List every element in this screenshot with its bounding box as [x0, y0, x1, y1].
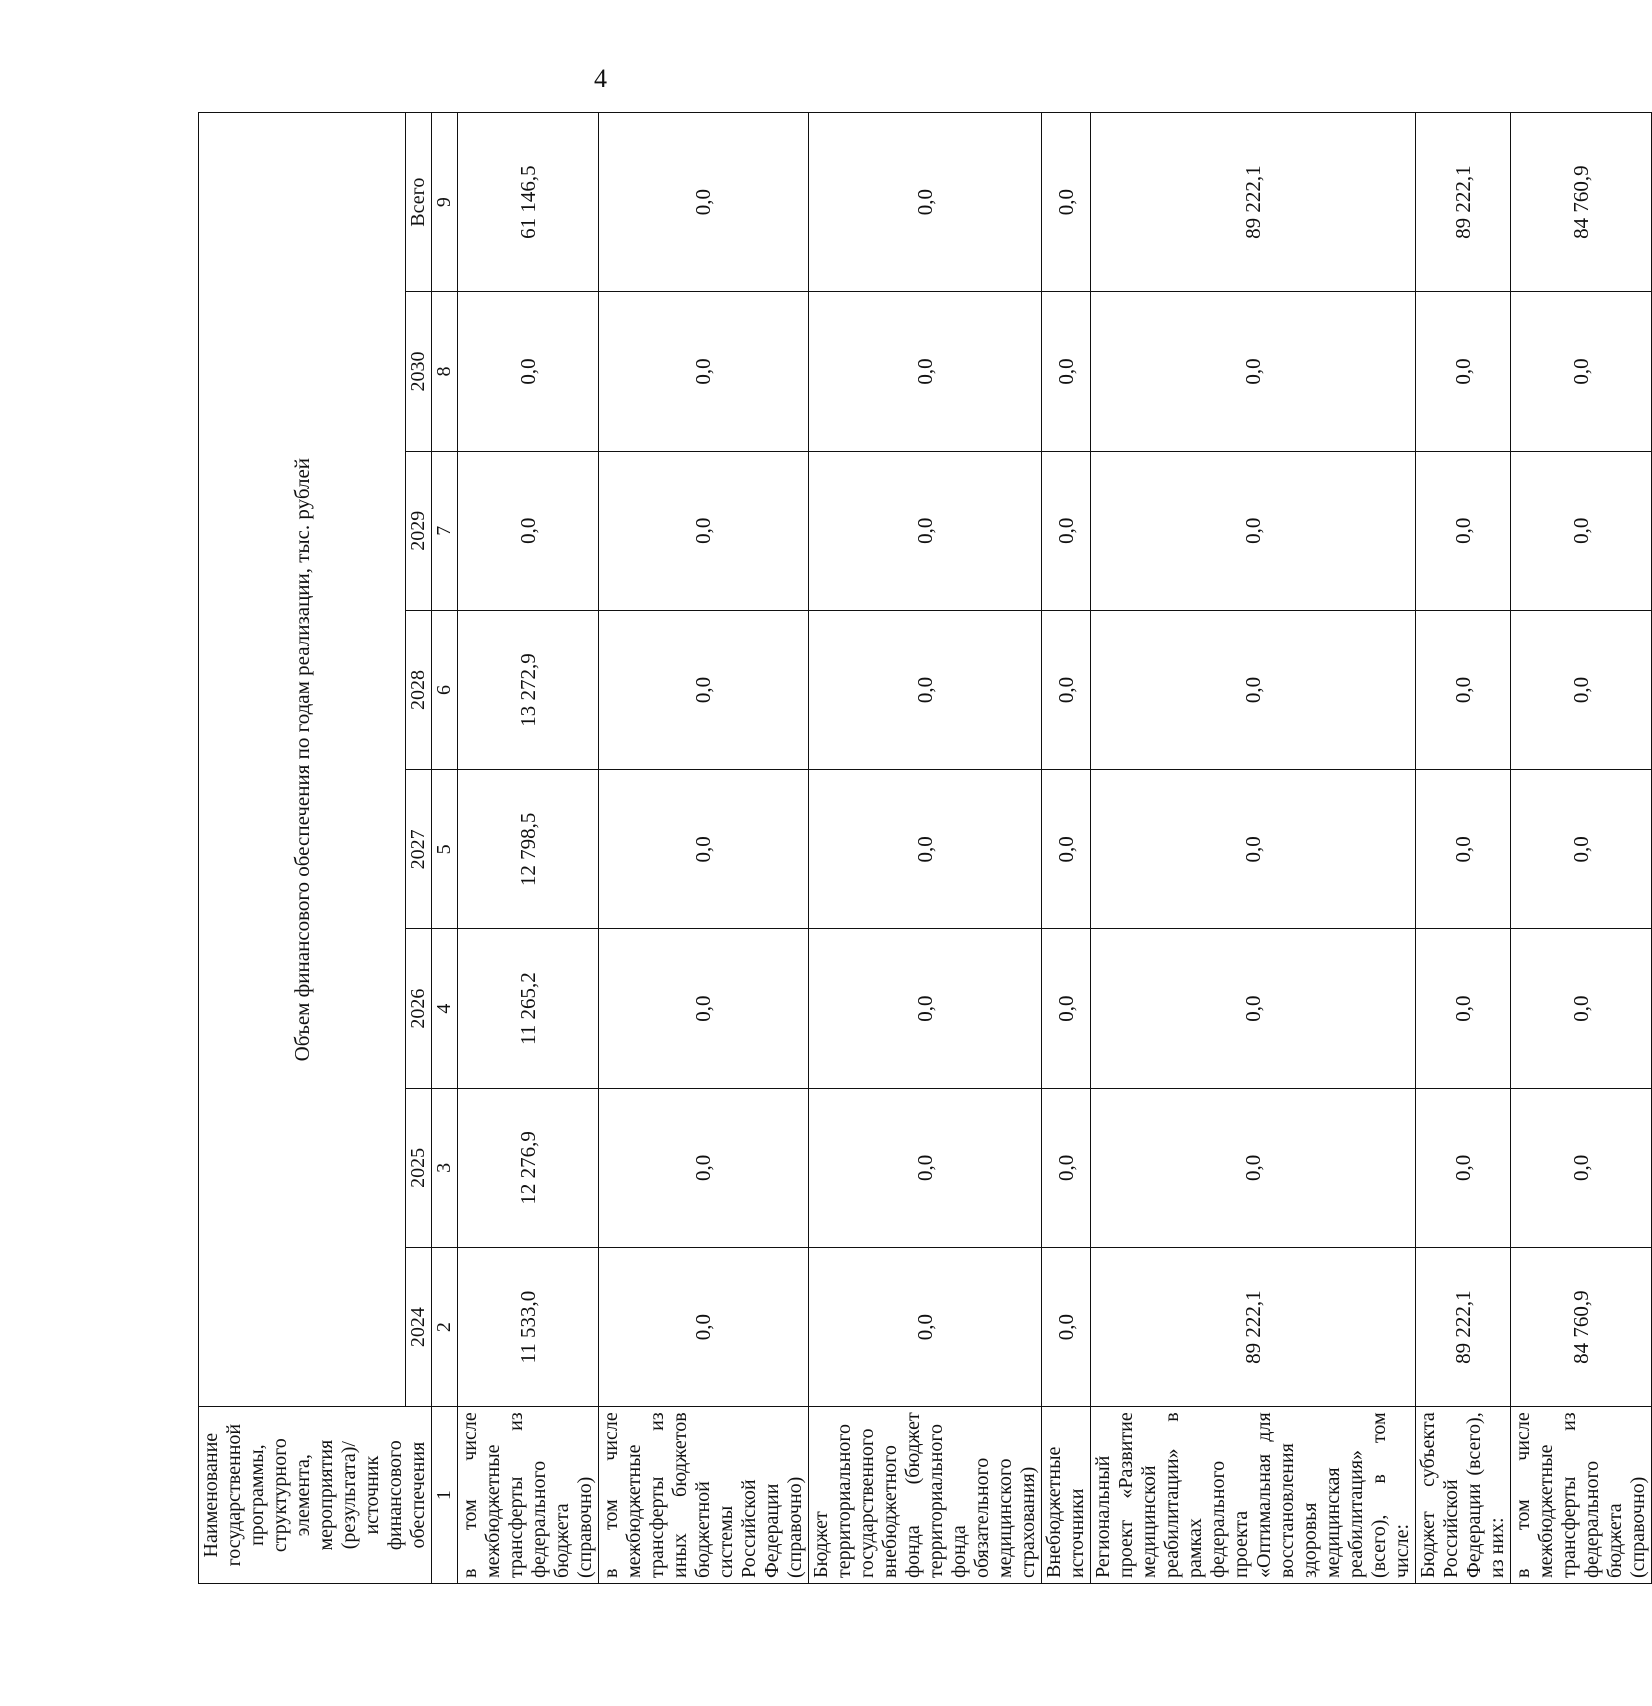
cell-value: 89 222,1: [1091, 113, 1416, 292]
cell-value: 0,0: [1042, 451, 1091, 610]
column-number: 4: [432, 929, 458, 1088]
header-year-2024: 2024: [406, 1248, 432, 1407]
cell-value: 0,0: [1091, 610, 1416, 769]
cell-value: 0,0: [1042, 770, 1091, 929]
cell-value: 89 222,1: [1416, 113, 1511, 292]
cell-value: 0,0: [1091, 929, 1416, 1088]
header-year-2028: 2028: [406, 610, 432, 769]
cell-value: 0,0: [809, 451, 1042, 610]
table-row: [1511, 113, 1652, 1584]
cell-value: 0,0: [1511, 292, 1652, 451]
header-volume-title: Объем финансового обеспечения по годам реализации, тыс. рублей: [199, 113, 406, 1407]
table-row: [458, 113, 599, 1584]
row-label: Бюджет субъекта Российской Федерации (всего), из них:: [1416, 1407, 1511, 1584]
cell-value: 0,0: [599, 292, 809, 451]
cell-value: 0,0: [809, 770, 1042, 929]
column-number: 3: [432, 1088, 458, 1247]
cell-value: 0,0: [1042, 610, 1091, 769]
cell-value: 84 760,9: [1511, 1248, 1652, 1407]
cell-value: 0,0: [809, 113, 1042, 292]
table-row: [1042, 113, 1091, 1584]
cell-value: 0,0: [1511, 451, 1652, 610]
table-row: [599, 113, 809, 1584]
cell-value: 0,0: [1416, 292, 1511, 451]
cell-value: 84 760,9: [1511, 113, 1652, 292]
header-name-column: Наименование государственной программы, структурного элемента, мероприятия (результата)/источник финансового обеспечения: [199, 1407, 432, 1584]
cell-value: 0,0: [1042, 292, 1091, 451]
cell-value: 0,0: [599, 113, 809, 292]
column-number: 5: [432, 770, 458, 929]
cell-value: 0,0: [1416, 451, 1511, 610]
financing-table-rotated: [198, 112, 1649, 1584]
column-number: 9: [432, 113, 458, 292]
table-row: [1091, 113, 1416, 1584]
row-label: в том числе межбюджетные трансферты из федерального бюджета (справочно): [458, 1407, 599, 1584]
cell-value: 0,0: [1042, 1248, 1091, 1407]
cell-value: 0,0: [809, 610, 1042, 769]
cell-value: 0,0: [1091, 770, 1416, 929]
cell-value: 12 276,9: [458, 1088, 599, 1247]
cell-value: 11 265,2: [458, 929, 599, 1088]
row-label: в том числе межбюджетные трансферты из иных бюджетов бюджетной системы Российской Федерации (справочно): [599, 1407, 809, 1584]
cell-value: 0,0: [458, 451, 599, 610]
cell-value: 0,0: [458, 292, 599, 451]
header-total: Всего: [406, 113, 432, 292]
cell-value: 13 272,9: [458, 610, 599, 769]
cell-value: 0,0: [1091, 451, 1416, 610]
cell-value: 0,0: [599, 451, 809, 610]
header-year-2027: 2027: [406, 770, 432, 929]
cell-value: 0,0: [809, 1248, 1042, 1407]
table-row: [809, 113, 1042, 1584]
cell-value: 0,0: [809, 929, 1042, 1088]
cell-value: 0,0: [599, 929, 809, 1088]
column-number: 6: [432, 610, 458, 769]
column-number: 1: [432, 1407, 458, 1584]
row-label: Региональный проект «Развитие медицинской реабилитации» в рамках федерального проекта «Оптимальная для восстановления здоровья медицинская реабилитация» (всего), в том числе:: [1091, 1407, 1416, 1584]
cell-value: 89 222,1: [1416, 1248, 1511, 1407]
cell-value: 0,0: [1511, 1088, 1652, 1247]
row-label: в том числе межбюджетные трансферты из федерального бюджета (справочно): [1511, 1407, 1652, 1584]
cell-value: 0,0: [599, 1088, 809, 1247]
cell-value: 0,0: [1042, 1088, 1091, 1247]
cell-value: 0,0: [809, 292, 1042, 451]
page-number: 4: [594, 64, 607, 93]
cell-value: 0,0: [1511, 770, 1652, 929]
cell-value: 0,0: [599, 770, 809, 929]
cell-value: 0,0: [1416, 1088, 1511, 1247]
cell-value: 89 222,1: [1091, 1248, 1416, 1407]
cell-value: 11 533,0: [458, 1248, 599, 1407]
cell-value: 0,0: [809, 1088, 1042, 1247]
cell-value: 0,0: [599, 610, 809, 769]
cell-value: 0,0: [1091, 1088, 1416, 1247]
cell-value: 0,0: [1091, 292, 1416, 451]
column-number: 7: [432, 451, 458, 610]
cell-value: 0,0: [1416, 610, 1511, 769]
header-year-2029: 2029: [406, 451, 432, 610]
header-year-2030: 2030: [406, 292, 432, 451]
cell-value: 0,0: [1042, 929, 1091, 1088]
header-year-2025: 2025: [406, 1088, 432, 1247]
row-label: Внебюджетные источники: [1042, 1407, 1091, 1584]
cell-value: 0,0: [1511, 929, 1652, 1088]
cell-value: 0,0: [1511, 610, 1652, 769]
table-row: [1416, 113, 1511, 1584]
column-number: 8: [432, 292, 458, 451]
cell-value: 0,0: [599, 1248, 809, 1407]
cell-value: 12 798,5: [458, 770, 599, 929]
cell-value: 0,0: [1416, 770, 1511, 929]
column-number: 2: [432, 1248, 458, 1407]
row-label: Бюджет территориального государственного внебюджетного фонда (бюджет территориального фонда обязательного медицинского страхования): [809, 1407, 1042, 1584]
cell-value: 0,0: [1416, 929, 1511, 1088]
financing-table: [198, 112, 1652, 1584]
header-year-2026: 2026: [406, 929, 432, 1088]
cell-value: 0,0: [1042, 113, 1091, 292]
cell-value: 61 146,5: [458, 113, 599, 292]
